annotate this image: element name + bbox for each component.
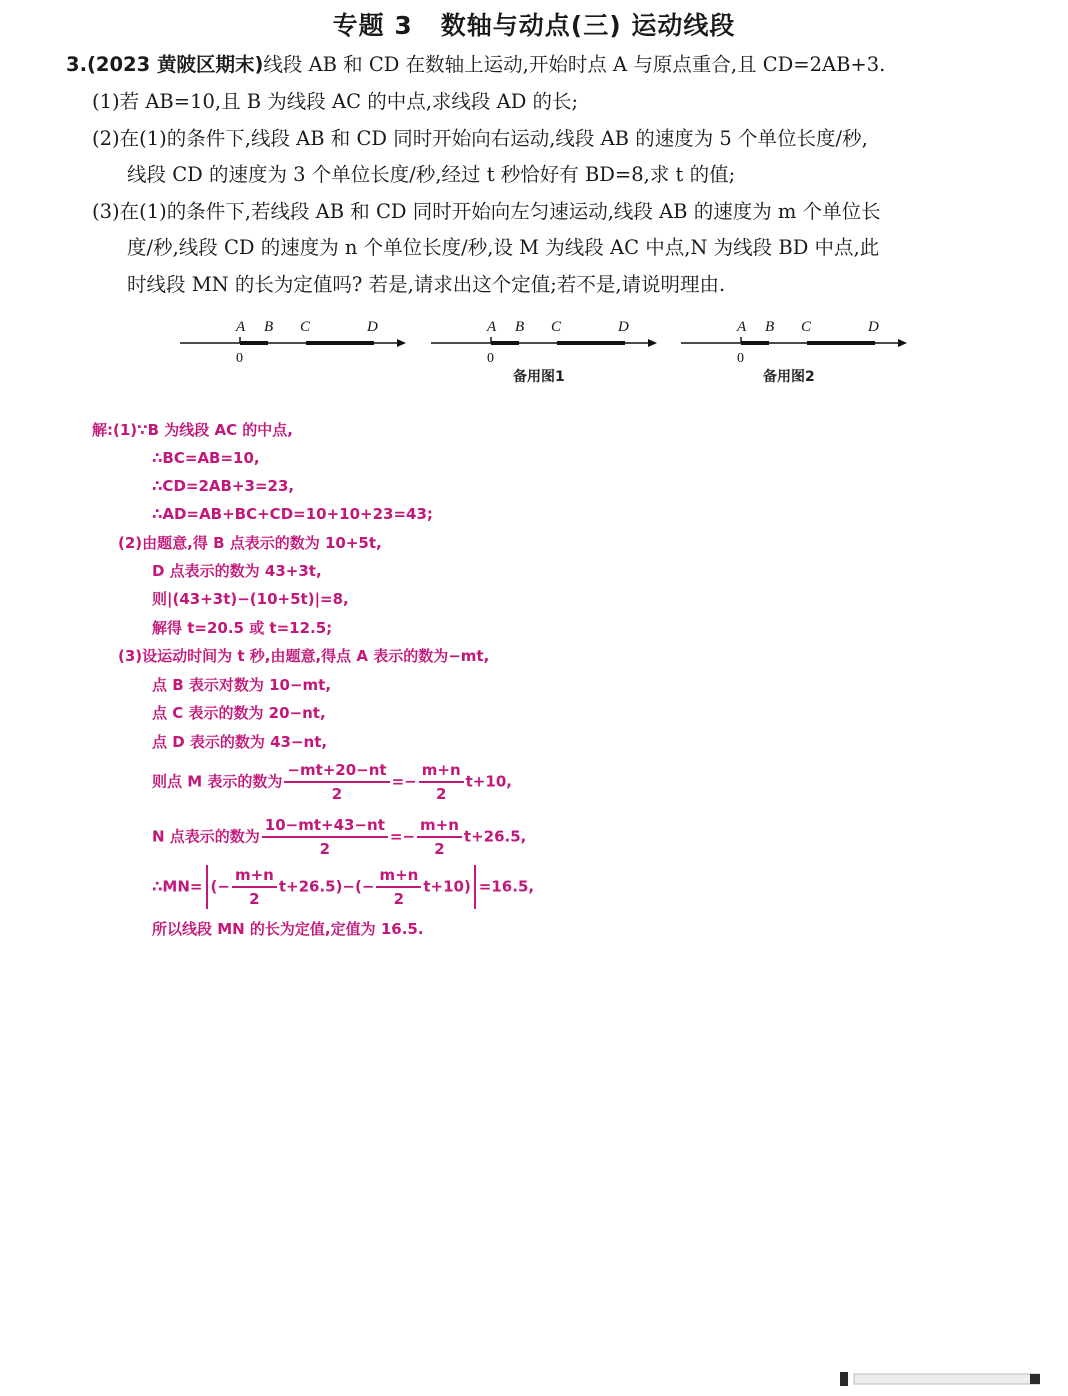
question-part-2-line-2: 线段 CD 的速度为 3 个单位长度/秒,经过 t 秒恰好有 BD=8,求 t 的值; — [127, 163, 736, 186]
question-part-3-line-2: 度/秒,线段 CD 的速度为 n 个单位长度/秒,设 M 为线段 AC 中点,N 为线段 BD 中点,此 — [127, 236, 880, 259]
label-b: B — [765, 319, 775, 335]
number-line-svg — [679, 312, 919, 372]
label-a: A — [487, 319, 497, 335]
question-part-1: (1)若 AB=10,且 B 为线段 AC 的中点,求线段 AD 的长; — [92, 90, 579, 113]
label-c: C — [551, 319, 562, 335]
solution-line-12: 点 D 表示的数为 43−nt, — [152, 733, 328, 751]
fraction: $\frac{10-mt+43-nt}{2}$ — [262, 815, 388, 859]
question-number: 3. — [66, 53, 87, 76]
solution-line-9: (3)设运动时间为 t 秒,由题意,得点 A 表示的数为−mt, — [118, 647, 490, 665]
label-origin: 0 — [236, 351, 243, 366]
solution-line-4: ∴AD=AB+BC+CD=10+10+23=43; — [152, 505, 433, 523]
solution-point-n: N 点表示的数为 $\frac{10-mt+43-nt}{2}$ =− $\frac{m+n}{2}$ t+26.5, — [152, 816, 527, 858]
fraction: $\frac{m+n}{2}$ — [232, 865, 277, 909]
solution-line-3: ∴CD=2AB+3=23, — [152, 477, 295, 495]
fraction: $\frac{m+n}{2}$ — [417, 815, 462, 859]
absolute-value-bar-right — [474, 865, 476, 909]
number-line-svg — [178, 312, 418, 372]
question-part-2-line-1: (2)在(1)的条件下,线段 AB 和 CD 同时开始向右运动,线段 AB 的速度为 5 个单位长度/秒, — [92, 127, 868, 150]
label-b: B — [515, 319, 525, 335]
title-topic-number: 专题 3 — [332, 11, 413, 40]
label-origin: 0 — [737, 351, 744, 366]
label-a: A — [236, 319, 246, 335]
question-stem — [66, 52, 885, 78]
question-source: (2023 黄陂区期末) — [86, 53, 264, 76]
solution-line-7: 则|(43+3t)−(10+5t)|=8, — [152, 590, 349, 608]
number-line-diagram-main — [178, 312, 418, 392]
fraction: $\frac{m+n}{2}$ — [376, 865, 421, 909]
number-line-diagram-spare-2 — [679, 312, 919, 392]
fraction: $\frac{m+n}{2}$ — [419, 760, 464, 804]
solution-mn: ∴MN= (− $\frac{m+n}{2}$ t+26.5)−(− $\frac{m+n}{2}$ t+10) =16.5, — [152, 866, 535, 908]
label-c: C — [300, 319, 311, 335]
diagram-caption: 备用图2 — [763, 369, 815, 385]
page-title — [0, 6, 1068, 42]
solution-line-8: 解得 t=20.5 或 t=12.5; — [152, 619, 333, 637]
label-origin: 0 — [487, 351, 494, 366]
solution-point-m: 则点 M 表示的数为 $\frac{-mt+20-nt}{2}$ =− $\frac{m+n}{2}$ t+10, — [152, 761, 512, 803]
label-d: D — [618, 319, 629, 335]
label-c: C — [801, 319, 812, 335]
question-stem-text: 线段 AB 和 CD 在数轴上运动,开始时点 A 与原点重合,且 CD=2AB+3. — [263, 53, 886, 76]
solution-conclusion: 所以线段 MN 的长为定值,定值为 16.5. — [152, 920, 424, 938]
diagram-caption: 备用图1 — [513, 369, 565, 385]
title-topic-name: 数轴与动点(三) 运动线段 — [440, 11, 736, 40]
solution-line-10: 点 B 表示对数为 10−mt, — [152, 676, 332, 694]
absolute-value-bar-left — [206, 865, 208, 909]
label-a: A — [737, 319, 747, 335]
solution-line-6: D 点表示的数为 43+3t, — [152, 562, 322, 580]
solution-line-1: 解:(1)∵B 为线段 AC 的中点, — [92, 421, 293, 439]
decorative-bars-icon — [840, 1372, 1040, 1386]
label-d: D — [367, 319, 378, 335]
number-line-diagram-spare-1 — [429, 312, 669, 392]
number-line-svg — [429, 312, 669, 372]
question-part-3-line-3: 时线段 MN 的长为定值吗? 若是,请求出这个定值;若不是,请说明理由. — [127, 273, 726, 296]
question-part-3-line-1: (3)在(1)的条件下,若线段 AB 和 CD 同时开始向左匀速运动,线段 AB 的速度为 m 个单位长 — [92, 200, 881, 223]
solution-line-2: ∴BC=AB=10, — [152, 449, 260, 467]
solution-line-5: (2)由题意,得 B 点表示的数为 10+5t, — [118, 534, 382, 552]
fraction: $\frac{-mt+20-nt}{2}$ — [284, 760, 389, 804]
label-b: B — [264, 319, 274, 335]
solution-line-11: 点 C 表示的数为 20−nt, — [152, 704, 326, 722]
label-d: D — [868, 319, 879, 335]
